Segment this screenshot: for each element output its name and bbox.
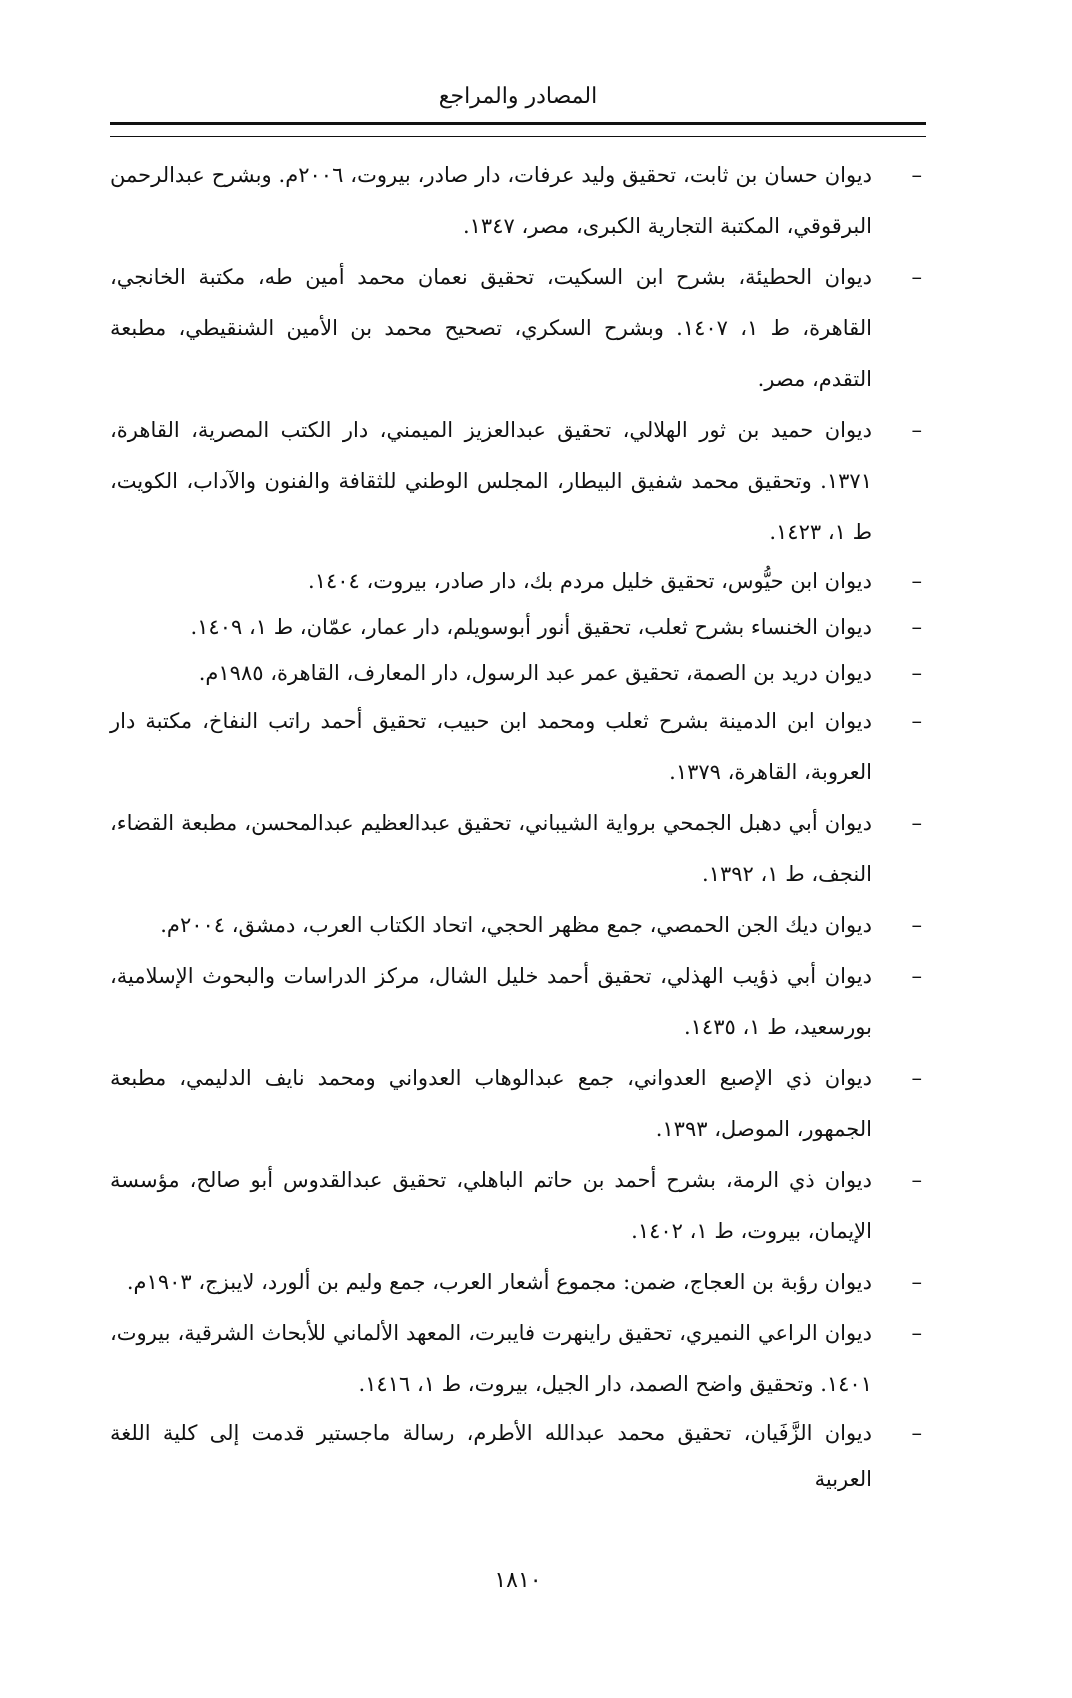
bullet-dash: – bbox=[911, 163, 922, 187]
bibliography-entry bbox=[110, 405, 926, 558]
bibliography-entry bbox=[110, 1053, 926, 1155]
bullet-dash: – bbox=[911, 265, 922, 289]
page-number: ١٨١٠ bbox=[494, 1568, 542, 1593]
header-rule-thick bbox=[110, 122, 926, 125]
bullet-dash: – bbox=[911, 709, 922, 733]
entry-text: ديوان الزَّفَيان، تحقيق محمد عبدالله الأطرم، رسالة ماجستير قدمت إلى كلية اللغة العربية bbox=[110, 1421, 872, 1491]
bibliography-entry bbox=[110, 558, 926, 604]
bibliography-list bbox=[110, 150, 926, 1502]
entry-text: ديوان الحطيئة، بشرح ابن السكيت، تحقيق نعمان محمد أمين طه، مكتبة الخانجي، القاهرة، ط ١، ١٤٠٧. وبشرح السكري، تصحيح محمد بن الأمين الشنقيطي، مطبعة التقدم، مصر. bbox=[110, 265, 872, 391]
bibliography-entry bbox=[110, 1155, 926, 1257]
bibliography-entry bbox=[110, 252, 926, 405]
bibliography-entry bbox=[110, 900, 926, 951]
entry-text: ديوان دريد بن الصمة، تحقيق عمر عبد الرسول، دار المعارف، القاهرة، ١٩٨٥م. bbox=[198, 661, 872, 685]
bibliography-entry bbox=[110, 1308, 926, 1410]
entry-text: ديوان ابن حيُّوس، تحقيق خليل مردم بك، دار صادر، بيروت، ١٤٠٤. bbox=[308, 569, 872, 593]
bibliography-entry bbox=[110, 1410, 926, 1502]
entry-text: ديوان رؤبة بن العجاج، ضمن: مجموع أشعار العرب، جمع وليم بن ألورد، لايبزج، ١٩٠٣م. bbox=[126, 1270, 872, 1294]
bullet-dash: – bbox=[911, 1168, 922, 1192]
bullet-dash: – bbox=[911, 569, 922, 593]
page-header-title: المصادر والمراجع bbox=[438, 84, 598, 109]
bullet-dash: – bbox=[911, 964, 922, 988]
bibliography-entry bbox=[110, 150, 926, 252]
entry-text: ديوان ابن الدمينة بشرح ثعلب ومحمد ابن حبيب، تحقيق أحمد راتب النفاخ، مكتبة دار العروبة، القاهرة، ١٣٧٩. bbox=[110, 709, 872, 784]
bibliography-entry bbox=[110, 650, 926, 696]
entry-text: ديوان حميد بن ثور الهلالي، تحقيق عبدالعزيز الميمني، دار الكتب المصرية، القاهرة، ١٣٧١. وتحقيق محمد شفيق البيطار، المجلس الوطني للثقافة والفنون والآداب، الكويت، ط ١، ١٤٢٣. bbox=[110, 418, 872, 544]
entry-text: ديوان ديك الجن الحمصي، جمع مظهر الحجي، اتحاد الكتاب العرب، دمشق، ٢٠٠٤م. bbox=[160, 913, 872, 937]
bibliography-entry bbox=[110, 1257, 926, 1308]
entry-text: ديوان الخنساء بشرح ثعلب، تحقيق أنور أبوسويلم، دار عمار، عمّان، ط ١، ١٤٠٩. bbox=[190, 615, 872, 639]
bullet-dash: – bbox=[911, 1270, 922, 1294]
entry-text: ديوان أبي دهبل الجمحي برواية الشيباني، تحقيق عبدالعظيم عبدالمحسن، مطبعة القضاء، النجف، ط ١، ١٣٩٢. bbox=[110, 811, 872, 886]
bullet-dash: – bbox=[911, 661, 922, 685]
entry-text: ديوان الراعي النميري، تحقيق راينهرت فايبرت، المعهد الألماني للأبحاث الشرقية، بيروت، ١٤٠١. وتحقيق واضح الصمد، دار الجيل، بيروت، ط ١، ١٤١٦. bbox=[110, 1321, 872, 1396]
bullet-dash: – bbox=[911, 811, 922, 835]
bullet-dash: – bbox=[911, 1066, 922, 1090]
bibliography-entry bbox=[110, 696, 926, 798]
entry-text: ديوان ذي الرمة، بشرح أحمد بن حاتم الباهلي، تحقيق عبدالقدوس أبو صالح، مؤسسة الإيمان، بيروت، ط ١، ١٤٠٢. bbox=[110, 1168, 872, 1243]
entry-text: ديوان حسان بن ثابت، تحقيق وليد عرفات، دار صادر، بيروت، ٢٠٠٦م. وبشرح عبدالرحمن البرقوقي، المكتبة التجارية الكبرى، مصر، ١٣٤٧. bbox=[110, 163, 872, 238]
bibliography-entry bbox=[110, 798, 926, 900]
entry-text: ديوان أبي ذؤيب الهذلي، تحقيق أحمد خليل الشال، مركز الدراسات والبحوث الإسلامية، بورسعيد، ط ١، ١٤٣٥. bbox=[110, 964, 872, 1039]
bullet-dash: – bbox=[911, 1321, 922, 1345]
bullet-dash: – bbox=[911, 913, 922, 937]
entry-text: ديوان ذي الإصبع العدواني، جمع عبدالوهاب العدواني ومحمد نايف الدليمي، مطبعة الجمهور، الموصل، ١٣٩٣. bbox=[110, 1066, 872, 1141]
bullet-dash: – bbox=[911, 1421, 922, 1445]
header-rule-thin bbox=[110, 136, 926, 137]
bullet-dash: – bbox=[911, 615, 922, 639]
bibliography-entry bbox=[110, 604, 926, 650]
bibliography-entry bbox=[110, 951, 926, 1053]
bullet-dash: – bbox=[911, 418, 922, 442]
